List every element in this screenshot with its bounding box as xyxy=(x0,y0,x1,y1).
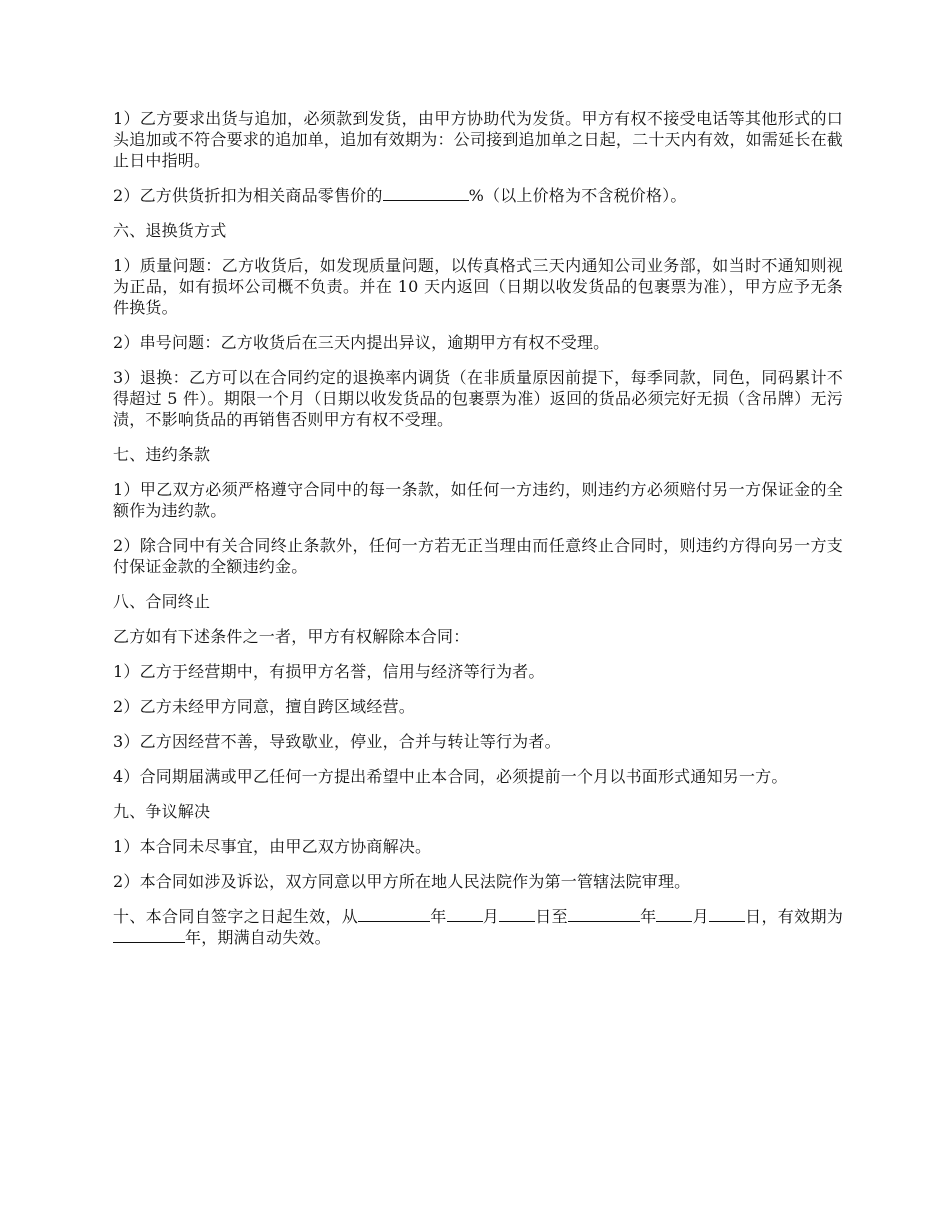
clause-termination-cross-region: 2）乙方未经甲方同意，擅自跨区域经营。 xyxy=(113,697,415,716)
section-heading-returns: 六、退换货方式 xyxy=(113,221,227,240)
start-day-label: 日至 xyxy=(535,907,568,926)
end-month-blank xyxy=(656,906,692,922)
start-month-blank xyxy=(447,906,483,922)
section-heading-dispute: 九、争议解决 xyxy=(113,802,211,821)
clause-supply-discount xyxy=(113,185,843,206)
end-year-label: 年 xyxy=(639,907,657,926)
validity-text-end: 年，期满自动失效。 xyxy=(185,928,331,947)
start-year-label: 年 xyxy=(430,907,447,926)
clause-termination-notice: 4）合同期届满或甲乙任何一方提出希望中止本合同，必须提前一个月以书面形式通知另一方。 xyxy=(113,767,788,786)
effective-text-intro: 十、本合同自签字之日起生效，从 xyxy=(113,907,359,926)
clause-dispute-litigation: 2）本合同如涉及诉讼，双方同意以甲方所在地人民法院作为第一管辖法院审理。 xyxy=(113,872,691,891)
clause-order-additions: 1）乙方要求出货与追加，必须款到发货，由甲方协助代为发货。甲方有权不接受电话等其他形式的口头追加或不符合要求的追加单，追加有效期为：公司接到追加单之日起，二十天内有效，如需延长在截止日中指明。 xyxy=(113,109,843,170)
clause-early-termination: 2）除合同中有关合同终止条款外，任何一方若无正当理由而任意终止合同时，则违约方得向另一方支付保证金款的全额违约金。 xyxy=(113,536,843,576)
clause-breach-compensation: 1）甲乙双方必须严格遵守合同中的每一条款，如任何一方违约，则违约方必须赔付另一方保证金的全额作为违约款。 xyxy=(113,480,843,520)
end-day-blank xyxy=(709,906,745,922)
validity-years-blank xyxy=(113,927,185,943)
section-heading-breach: 七、违约条款 xyxy=(113,445,211,464)
discount-text-after: %（以上价格为不含税价格）。 xyxy=(468,186,687,205)
end-month-label: 月 xyxy=(692,907,709,926)
clause-quality-issue: 1）质量问题：乙方收货后，如发现质量问题，以传真格式三天内通知公司业务部，如当时不通知则视为正品，如有损坏公司概不负责。并在 10 天内返回（日期以收发货品的包裹票为准），甲方应予无条件换货。 xyxy=(113,256,843,317)
clause-exchange: 3）退换：乙方可以在合同约定的退换率内调货（在非质量原因前提下，每季同款，同色，同码累计不得超过 5 件）。期限一个月（日期以收发货品的包裹票为准）返回的货品必须完好无损（含吊牌）无污渍，不影响货品的再销售否则甲方有权不受理。 xyxy=(113,368,843,429)
discount-text-before: 2）乙方供货折扣为相关商品零售价的 xyxy=(113,186,383,205)
clause-termination-reputation: 1）乙方于经营期中，有损甲方名誉，信用与经济等行为者。 xyxy=(113,662,545,681)
clause-dispute-negotiation: 1）本合同未尽事宜，由甲乙双方协商解决。 xyxy=(113,837,432,856)
end-day-label: 日，有效期为 xyxy=(744,907,844,926)
end-year-blank xyxy=(568,906,640,922)
section-heading-termination: 八、合同终止 xyxy=(113,592,211,611)
clause-serial-issue: 2）串号问题：乙方收货后在三天内提出异议，逾期甲方有权不受理。 xyxy=(113,333,610,352)
start-month-label: 月 xyxy=(482,907,500,926)
clause-termination-closure: 3）乙方因经营不善，导致歇业，停业，合并与转让等行为者。 xyxy=(113,732,561,751)
clause-termination-intro: 乙方如有下述条件之一者，甲方有权解除本合同： xyxy=(113,627,470,646)
start-year-blank xyxy=(358,906,430,922)
discount-percent-blank xyxy=(383,185,469,201)
clause-effective-period xyxy=(113,906,843,948)
contract-page xyxy=(113,108,843,962)
start-day-blank xyxy=(499,906,535,922)
